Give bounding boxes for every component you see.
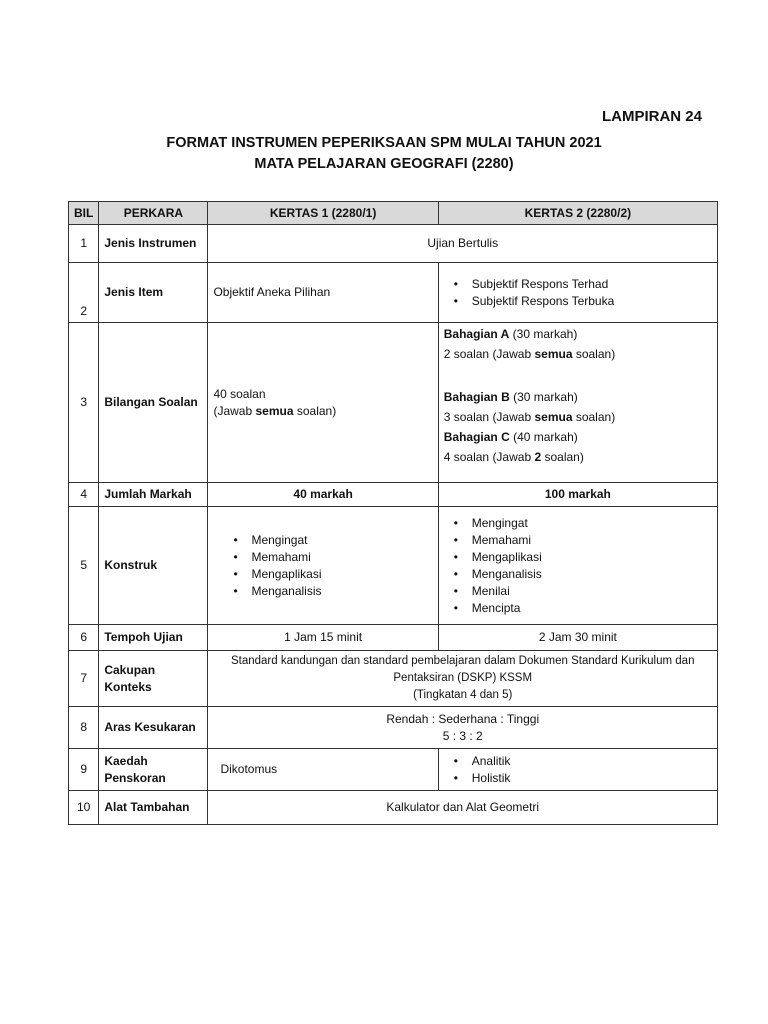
bahagian-b-soalan: 3 soalan (Jawab semua soalan) [443,410,616,424]
row-kertas-2 [438,263,717,323]
list-item: • Analitik [472,753,712,770]
row-number: 5 [69,507,99,625]
list-item: • Menganalisis [251,583,432,600]
format-table [68,201,718,825]
row-number: 10 [69,791,99,825]
row-kertas-1 [208,323,438,483]
cakupan-line-1: Standard kandungan dan standard pembelajaran dalam Dokumen Standard Kurikulum dan Pentaksiran (DSKP) KSSM [230,655,695,684]
table-row [69,707,718,749]
row-perkara: Aras Kesukaran [99,707,208,749]
k1-soalan: 40 soalan [213,386,266,401]
cakupan-line-2: (Tingkatan 4 dan 5) [413,689,513,701]
lampiran-label: LAMPIRAN 24 [601,108,702,125]
document-title [0,133,768,175]
row-kertas-1: 1 Jam 15 minit [208,625,438,651]
list-item: • Mengingat [251,532,432,549]
row-perkara: Cakupan Konteks [99,651,208,707]
header-perkara: PERKARA [99,202,208,225]
list-item: • Memahami [251,549,432,566]
row-perkara: Jenis Item [99,263,208,323]
bahagian-b: Bahagian B (30 markah) [443,390,578,404]
row-number: 1 [69,225,99,263]
header-bil: BIL [69,202,99,225]
bahagian-c: Bahagian C (40 markah) [443,430,578,444]
list-item: • Holistik [472,770,712,787]
row-value: Ujian Bertulis [208,225,718,263]
list-item: • Subjektif Respons Terbuka [472,293,712,310]
row-perkara: Jumlah Markah [99,483,208,507]
header-kertas-1: KERTAS 1 (2280/1) [208,202,438,225]
row-number: 2 [69,263,99,323]
table-row [69,507,718,625]
row-perkara: Konstruk [99,507,208,625]
k1-jawab: (Jawab semua soalan) [213,403,337,418]
bahagian-a-soalan: 2 soalan (Jawab semua soalan) [443,347,616,361]
table-row [69,651,718,707]
list-item: • Mengaplikasi [472,549,712,566]
table-row [69,625,718,651]
row-perkara: Tempoh Ujian [99,625,208,651]
title-line-1: FORMAT INSTRUMEN PEPERIKSAAN SPM MULAI TAHUN 2021 [166,135,602,151]
row-kertas-2 [438,507,717,625]
row-number: 9 [69,749,99,791]
row-perkara: Kaedah Penskoran [99,749,208,791]
row-kertas-1: 40 markah [208,483,438,507]
table-row [69,323,718,483]
aras-line-1: Rendah : Sederhana : Tinggi [386,711,540,726]
row-number: 3 [69,323,99,483]
list-item: • Mengingat [472,515,712,532]
bahagian-a: Bahagian A (30 markah) [443,327,578,341]
table-header-row [69,202,718,225]
row-value [208,707,718,749]
row-kertas-2: 100 markah [438,483,717,507]
table-row [69,749,718,791]
table-row [69,483,718,507]
row-value [208,651,718,707]
list-item: • Mencipta [472,600,712,617]
list-item: • Menilai [472,583,712,600]
table-row [69,263,718,323]
row-number: 4 [69,483,99,507]
aras-line-2: 5 : 3 : 2 [442,728,483,743]
list-item: • Subjektif Respons Terhad [472,276,712,293]
row-number: 7 [69,651,99,707]
list-item: • Memahami [472,532,712,549]
row-value: Kalkulator dan Alat Geometri [208,791,718,825]
bahagian-c-soalan: 4 soalan (Jawab 2 soalan) [443,450,584,464]
row-perkara: Alat Tambahan [99,791,208,825]
title-line-2: MATA PELAJARAN GEOGRAFI (2280) [254,156,514,172]
row-number: 6 [69,625,99,651]
table-row [69,791,718,825]
row-kertas-1 [208,507,438,625]
list-item: • Menganalisis [472,566,712,583]
header-kertas-2: KERTAS 2 (2280/2) [438,202,717,225]
row-kertas-1: Objektif Aneka Pilihan [208,263,438,323]
row-perkara: Jenis Instrumen [99,225,208,263]
row-kertas-1: Dikotomus [208,749,438,791]
row-kertas-2 [438,749,717,791]
row-kertas-2 [438,323,717,483]
table-row [69,225,718,263]
row-kertas-2: 2 Jam 30 minit [438,625,717,651]
row-number: 8 [69,707,99,749]
list-item: • Mengaplikasi [251,566,432,583]
row-perkara: Bilangan Soalan [99,323,208,483]
